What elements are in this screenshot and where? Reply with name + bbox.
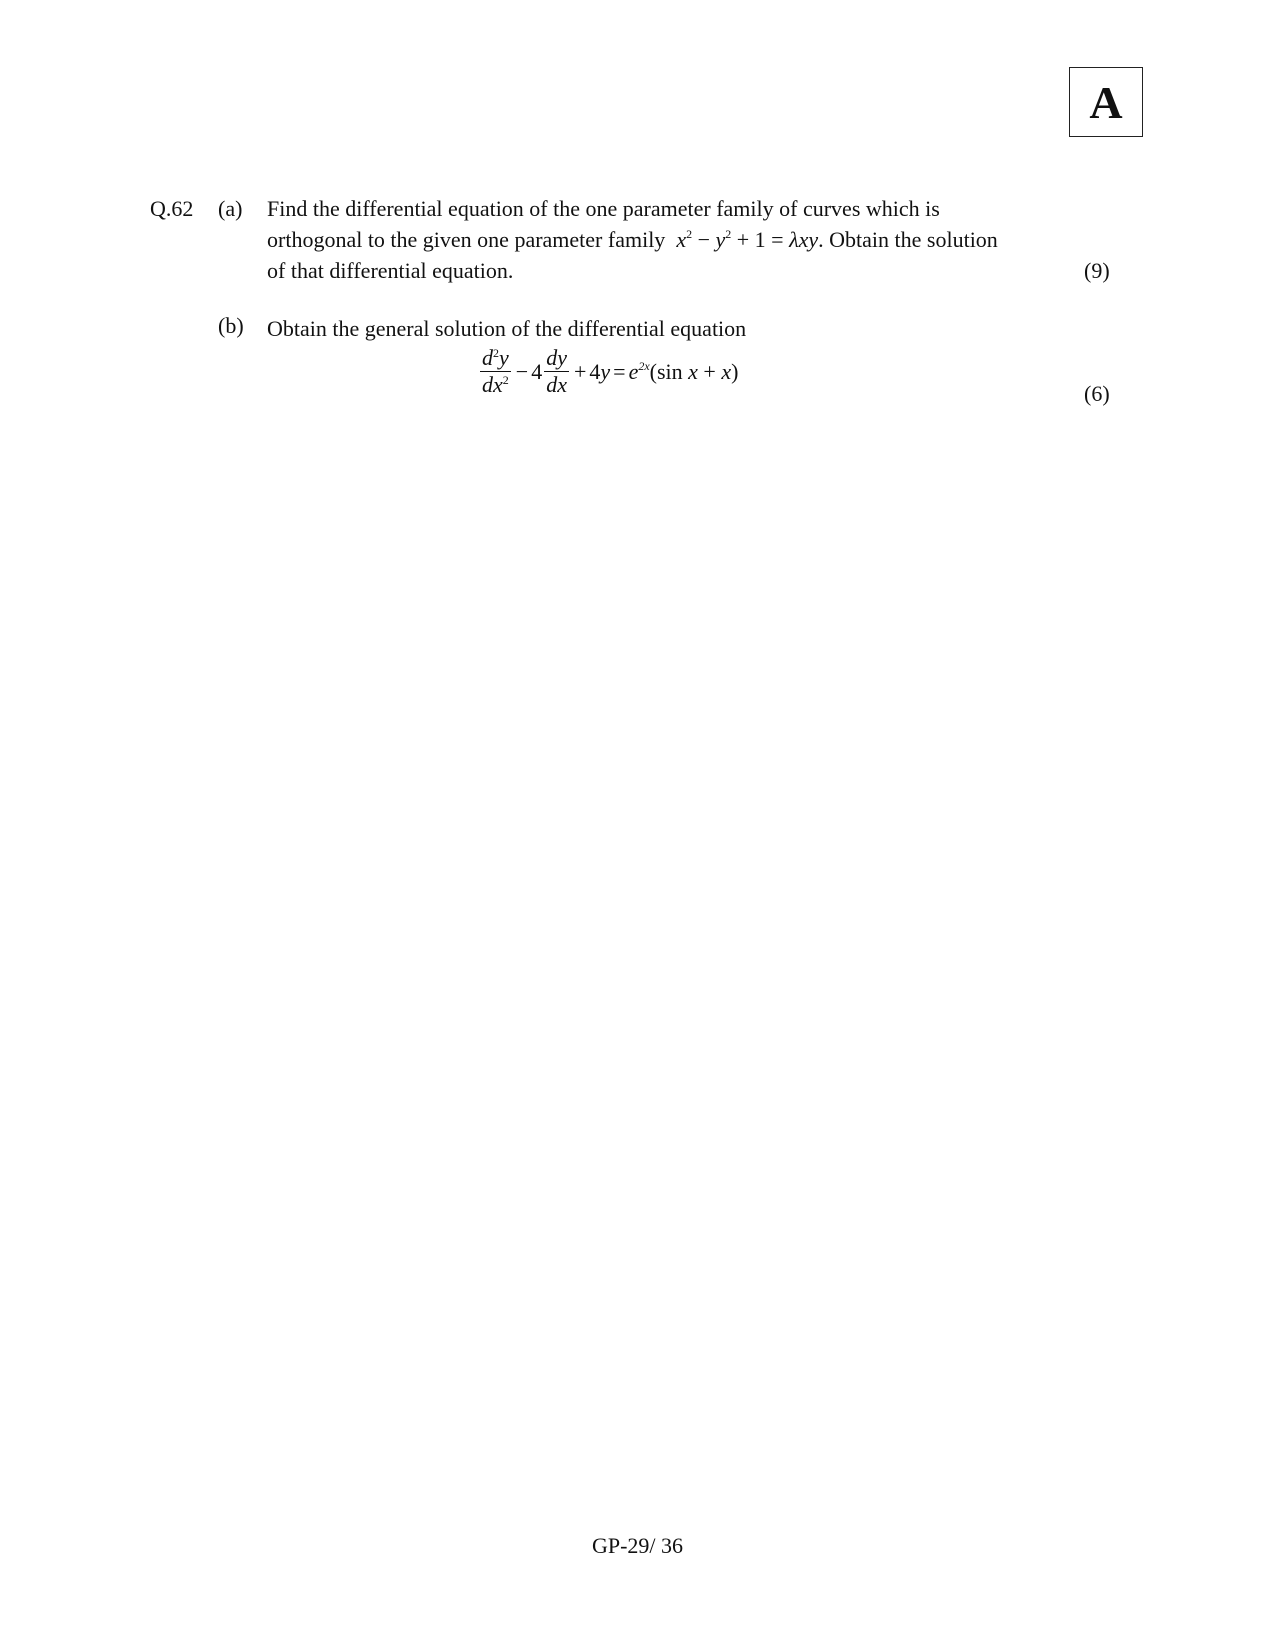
part-b-line-1: Obtain the general solution of the differential equation	[267, 316, 747, 341]
part-b-marks: (6)	[1084, 381, 1110, 406]
part-a-text	[267, 193, 998, 286]
family-equation: $x^2 - y^2 + 1 = \lambda xy$.	[676, 227, 824, 252]
differential-equation: $\frac{d^2y}{dx^2}$ − 4 $\frac{dy}{dx}$ + 4y = $e^{2x}$ (sin x + x)	[482, 345, 739, 397]
part-a-line-2	[267, 224, 998, 255]
part-a-label: (a)	[218, 196, 243, 221]
second-derivative-fraction: $\frac{d^2y}{dx^2}$	[482, 345, 509, 397]
part-b-label: (b)	[218, 313, 244, 338]
part-a-line-2-start: orthogonal to the given one parameter family	[267, 227, 666, 252]
set-code-box	[1069, 67, 1143, 137]
part-a-marks: (9)	[1084, 258, 1110, 283]
part-a-line-1: Find the differential equation of the one parameter family of curves which is	[267, 196, 940, 221]
page-footer: GP-29/ 36	[591, 1533, 684, 1558]
set-code: A	[1089, 76, 1123, 128]
part-a-line-3: of that differential equation.	[267, 258, 514, 283]
part-a-line-2-end: Obtain the solution	[829, 227, 998, 252]
question-number: Q.62	[150, 196, 194, 221]
first-derivative-fraction: $\frac{dy}{dx}$	[546, 345, 567, 397]
